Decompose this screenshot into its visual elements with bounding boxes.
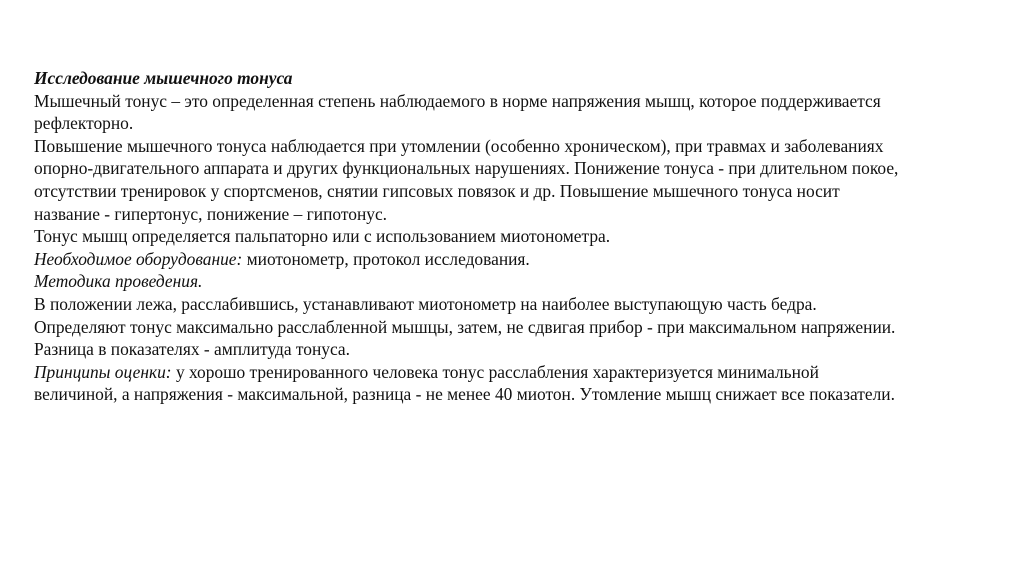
document-body <box>34 67 1009 406</box>
equipment-label: Необходимое оборудование: <box>34 248 243 269</box>
paragraph-definition-line-1: Мышечный тонус – это определенная степень наблюдаемого в норме напряжения мышц, которое поддерживается <box>34 90 881 111</box>
paragraph-increase-line-4: название - гипертонус, понижение – гипотонус. <box>34 203 388 224</box>
evaluation-text: у хорошо тренированного человека тонус расслабления характеризуется минимальной <box>171 361 819 382</box>
paragraph-definition-line-2: рефлекторно. <box>34 113 134 134</box>
method-heading: Методика проведения. <box>34 271 203 292</box>
evaluation-line-1 <box>34 361 1009 384</box>
equipment-text: миотонометр, протокол исследования. <box>242 248 530 269</box>
document-title: Исследование мышечного тонуса <box>34 68 293 88</box>
paragraph-increase-line-1: Повышение мышечного тонуса наблюдается при утомлении (особенно хроническом), при травмах и заболеваниях <box>34 135 884 156</box>
paragraph-measurement: Тонус мышц определяется пальпаторно или с использованием миотонометра. <box>34 226 611 247</box>
equipment-line <box>34 248 1009 271</box>
method-line-2: Определяют тонус максимально расслабленной мышцы, затем, не сдвигая прибор - при максимальном напряжении. <box>34 316 896 337</box>
paragraph-increase-line-2: опорно-двигательного аппарата и других функциональных нарушениях. Понижение тонуса - при длительном покое, <box>34 158 899 179</box>
method-line-3: Разница в показателях - амплитуда тонуса. <box>34 339 350 360</box>
evaluation-label: Принципы оценки: <box>34 361 172 382</box>
method-line-1: В положении лежа, расслабившись, устанавливают миотонометр на наиболее выступающую часть бедра. <box>34 293 817 314</box>
paragraph-increase-line-3: отсутствии тренировок у спортсменов, снятии гипсовых повязок и др. Повышение мышечного тонуса носит <box>34 180 840 201</box>
evaluation-line-2: величиной, а напряжения - максимальной, разница - не менее 40 миотон. Утомление мышц снижает все показатели. <box>34 384 895 405</box>
